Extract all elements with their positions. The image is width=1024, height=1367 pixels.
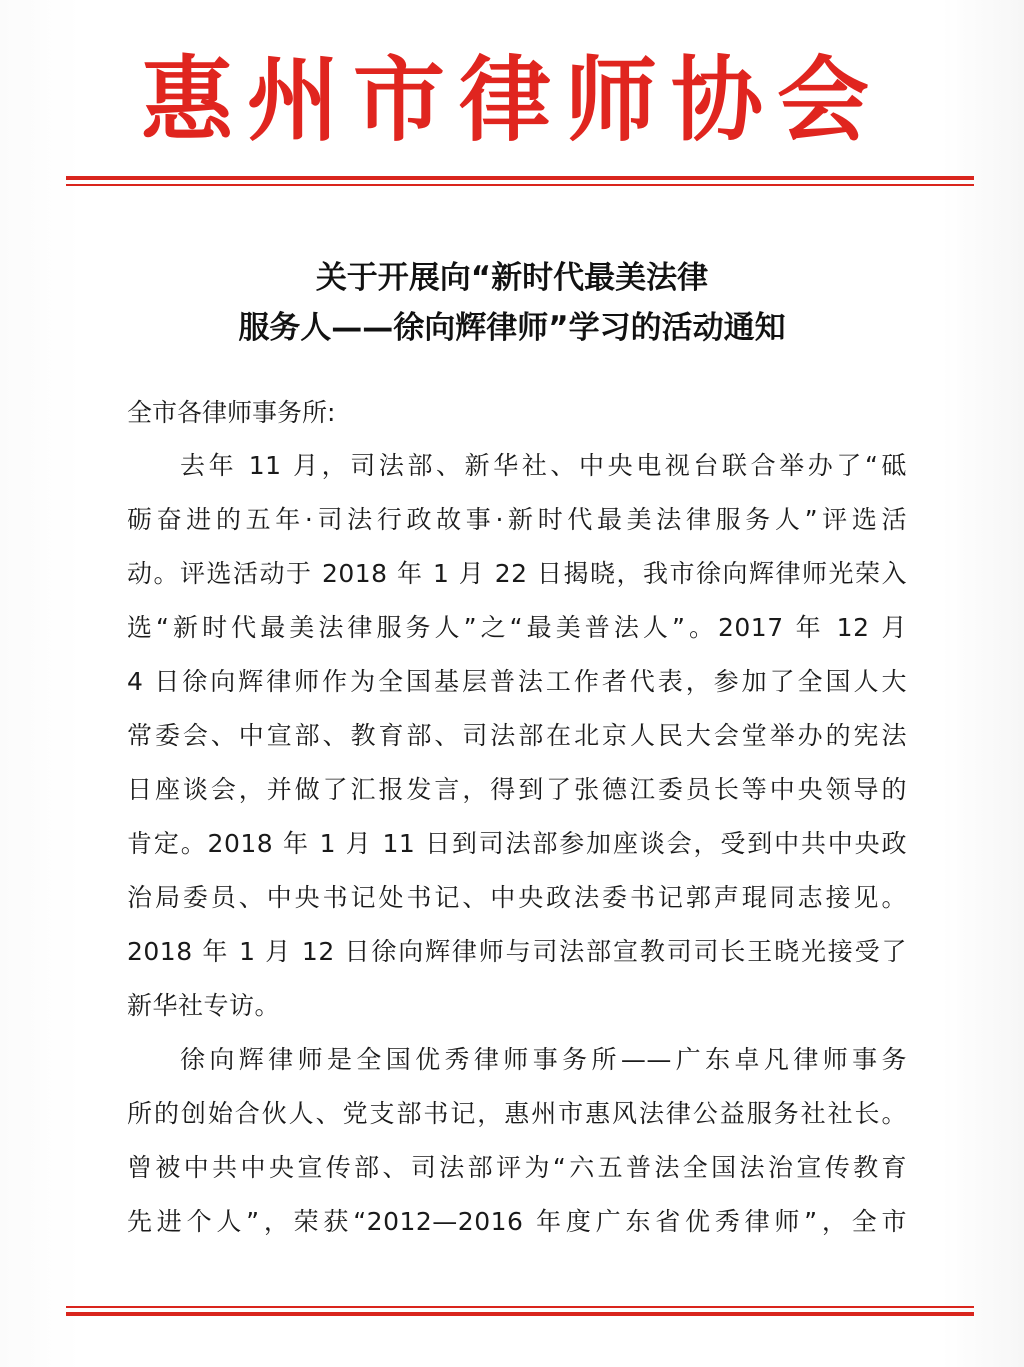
body-line: 砺奋进的五年·司法行政故事·新时代最美法律服务人”评选活	[127, 505, 907, 534]
body-line: 曾被中共中央宣传部、司法部评为“六五普法全国法治宣传教育	[127, 1153, 907, 1182]
body-line: 去年 11 月，司法部、新华社、中央电视台联合举办了“砥	[180, 451, 907, 480]
salutation: 全市各律师事务所:	[127, 398, 336, 427]
letterhead-rule-thin	[66, 184, 974, 186]
body-line: 先进个人”，荣获“2012—2016 年度广东省优秀律师”，全市	[127, 1207, 907, 1236]
body-line: 治局委员、中央书记处书记、中央政法委书记郭声琨同志接见。	[127, 883, 907, 912]
notice-title-line-1: 关于开展向“新时代最美法律	[315, 260, 709, 296]
letterhead-title: 惠州市律师协会	[140, 46, 883, 154]
body-line: 动。评选活动于 2018 年 1 月 22 日揭晓，我市徐向辉律师光荣入	[127, 559, 907, 588]
body-line: 2018 年 1 月 12 日徐向辉律师与司法部宣教司司长王晓光接受了	[127, 937, 907, 966]
notice-title-line-2: 服务人——徐向辉律师”学习的活动通知	[238, 310, 786, 346]
body-line: 所的创始合伙人、党支部书记，惠州市惠风法律公益服务社社长。	[127, 1099, 907, 1128]
footer-rule-thin	[66, 1306, 974, 1308]
body-line: 日座谈会，并做了汇报发言，得到了张德江委员长等中央领导的	[127, 775, 907, 804]
footer-rule-thick	[66, 1312, 974, 1316]
body-line: 肯定。2018 年 1 月 11 日到司法部参加座谈会，受到中共中央政	[127, 829, 907, 858]
body-line: 常委会、中宣部、教育部、司法部在北京人民大会堂举办的宪法	[127, 721, 907, 750]
letterhead-rule-thick	[66, 176, 974, 180]
body-line: 徐向辉律师是全国优秀律师事务所——广东卓凡律师事务	[180, 1045, 907, 1074]
body-line: 选“新时代最美法律服务人”之“最美普法人”。2017 年 12 月	[127, 613, 907, 642]
body-line: 4 日徐向辉律师作为全国基层普法工作者代表，参加了全国人大	[127, 667, 907, 696]
body-line: 新华社专访。	[127, 991, 281, 1020]
